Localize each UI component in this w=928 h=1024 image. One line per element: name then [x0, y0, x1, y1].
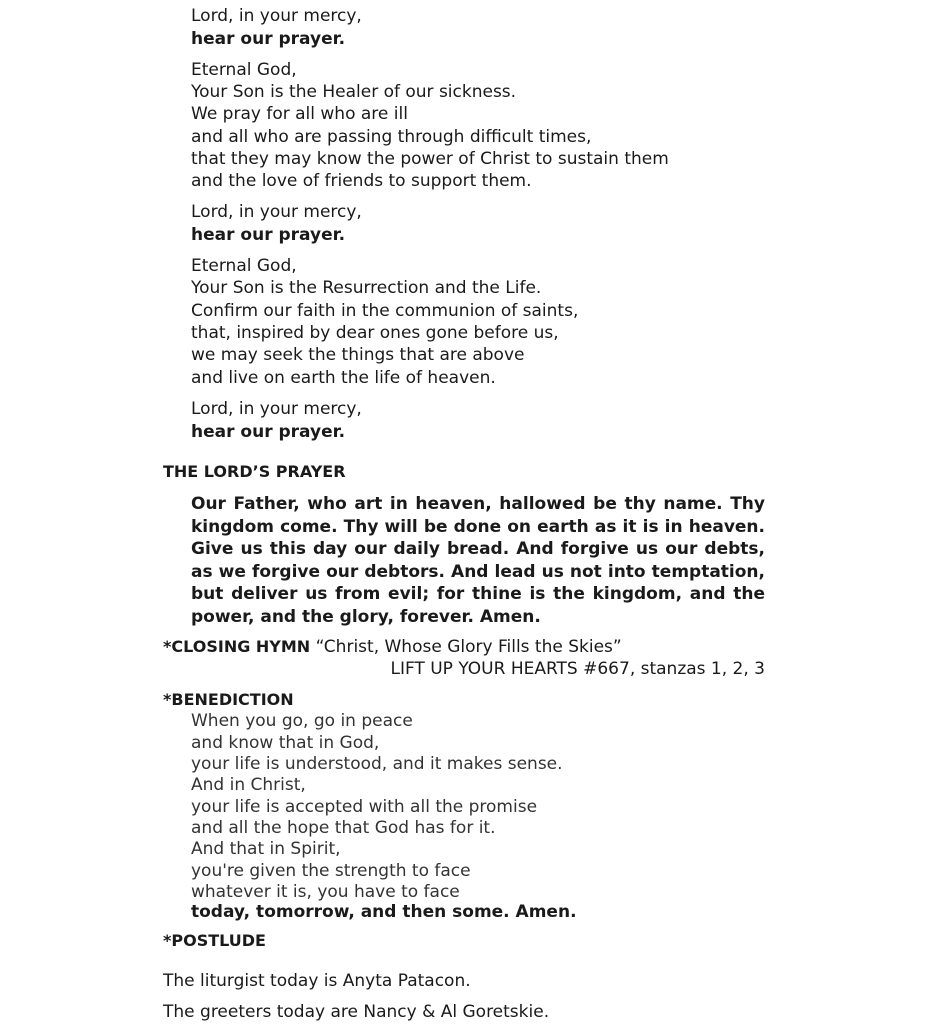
prayer-line: We pray for all who are ill	[191, 104, 408, 124]
closing-hymn-label: *CLOSING HYMN	[163, 637, 311, 656]
response-call: Lord, in your mercy,	[191, 202, 362, 222]
benediction-line: whatever it is, you have to face	[191, 882, 460, 902]
prayer-line: Confirm our faith in the communion of saints,	[191, 301, 579, 321]
lords-prayer-text: Our Father, who art in heaven, hallowed be thy name. Thy kingdom come. Thy will be done on earth as it is in heaven. Give us this day our daily bread. And forgive us our debts, as we forgive our debtors. And lead us not into temptation, but deliver us from evil; for thine is the kingdom, and the power, and the glory, forever. Amen.	[191, 494, 765, 627]
response-call: Lord, in your mercy,	[191, 399, 362, 419]
prayer-line: Your Son is the Resurrection and the Life.	[191, 278, 542, 298]
benediction-line: and know that in God,	[191, 733, 380, 753]
benediction-line: When you go, go in peace	[191, 711, 413, 731]
closing-hymn-source: LIFT UP YOUR HEARTS #667, stanzas 1, 2, 3	[390, 659, 765, 679]
response-answer: hear our prayer.	[191, 225, 346, 245]
prayer-line: Eternal God,	[191, 60, 297, 80]
prayer-line: we may seek the things that are above	[191, 345, 525, 365]
benediction-line: and all the hope that God has for it.	[191, 818, 496, 838]
benediction-final: today, tomorrow, and then some. Amen.	[191, 902, 577, 922]
greeters-note: The greeters today are Nancy & Al Goretskie.	[163, 1002, 550, 1022]
prayer-line: and all who are passing through difficult times,	[191, 127, 592, 147]
benediction-heading: *BENEDICTION	[163, 690, 294, 709]
benediction-line: your life is accepted with all the promise	[191, 797, 538, 817]
response-answer: hear our prayer.	[191, 422, 346, 442]
benediction-line: you're given the strength to face	[191, 861, 471, 881]
prayer-line: and the love of friends to support them.	[191, 171, 532, 191]
prayer-line: that, inspired by dear ones gone before us,	[191, 323, 559, 343]
benediction-line: And in Christ,	[191, 775, 306, 795]
prayer-line: that they may know the power of Christ to sustain them	[191, 149, 669, 169]
closing-hymn-title: “Christ, Whose Glory Fills the Skies”	[315, 637, 622, 657]
benediction-line: And that in Spirit,	[191, 839, 341, 859]
liturgist-note: The liturgist today is Anyta Patacon.	[163, 971, 471, 991]
postlude-heading: *POSTLUDE	[163, 931, 266, 950]
benediction-line: your life is understood, and it makes sense.	[191, 754, 563, 774]
lords-prayer-heading: THE LORD’S PRAYER	[163, 462, 346, 481]
prayer-line: Your Son is the Healer of our sickness.	[191, 82, 517, 102]
response-call: Lord, in your mercy,	[191, 6, 362, 26]
response-answer: hear our prayer.	[191, 29, 346, 49]
closing-hymn-line	[163, 636, 622, 658]
prayer-line: and live on earth the life of heaven.	[191, 368, 496, 388]
prayer-line: Eternal God,	[191, 256, 297, 276]
